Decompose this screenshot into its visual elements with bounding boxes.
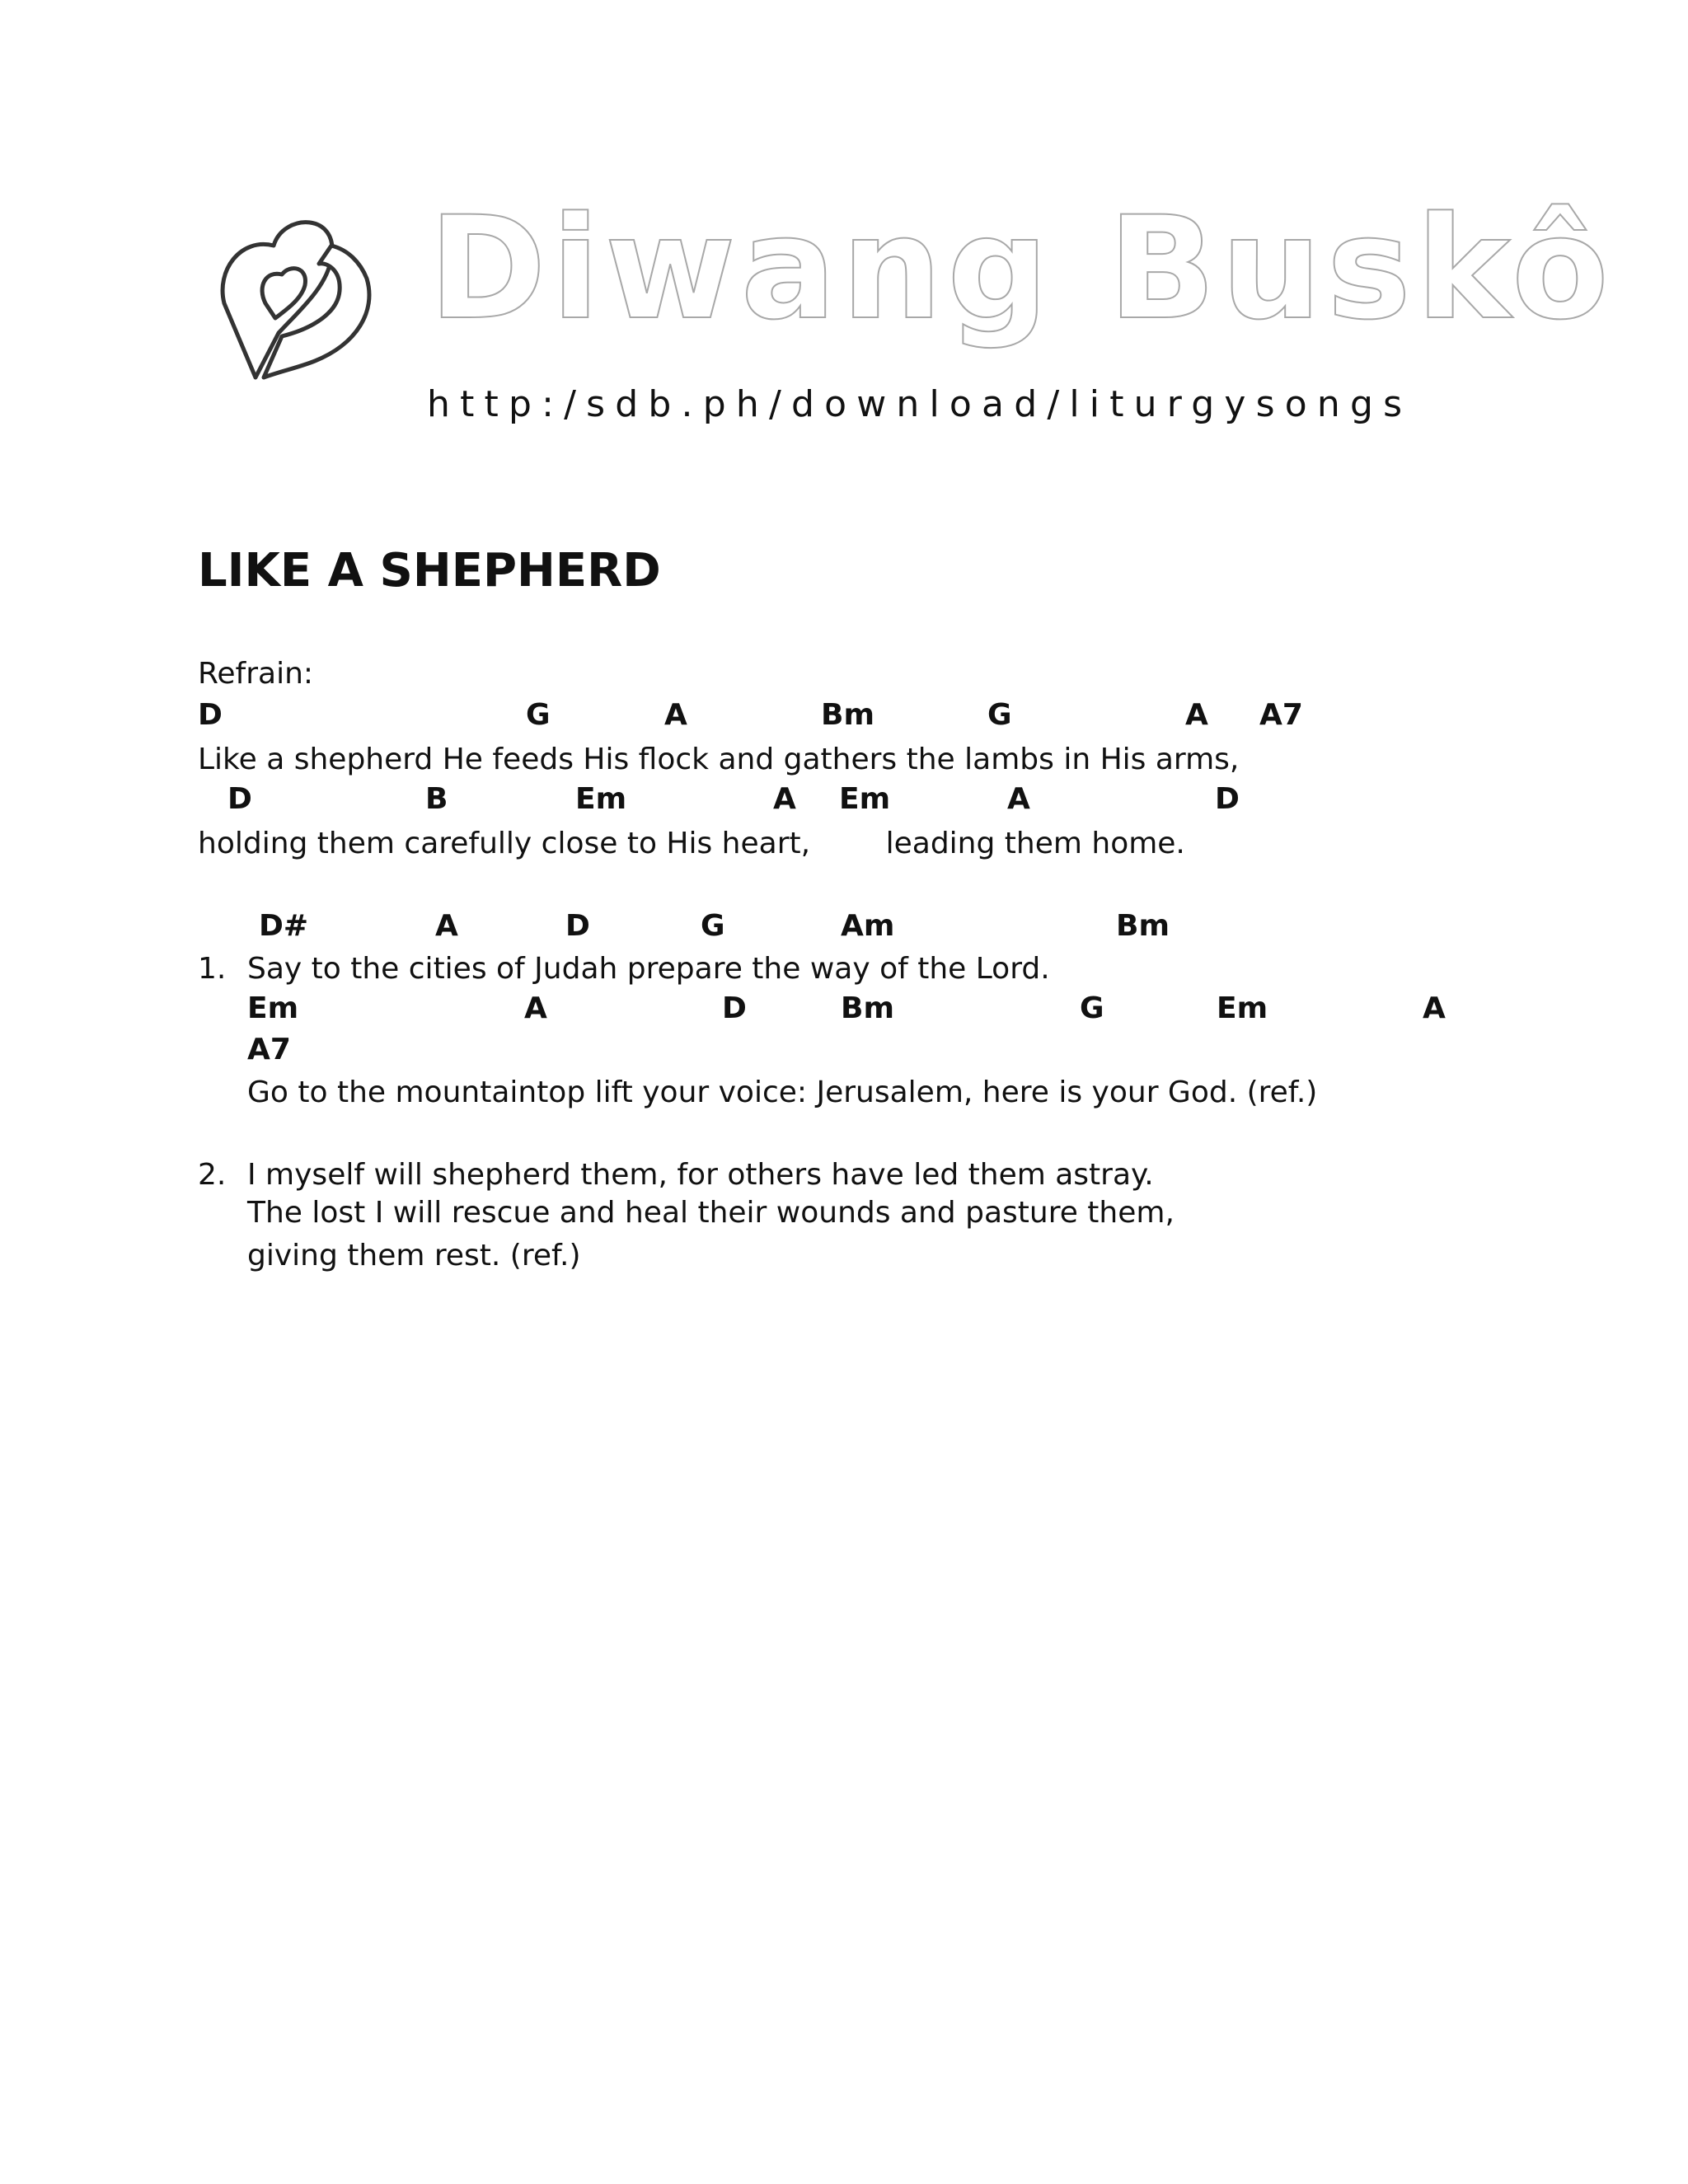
chord: G bbox=[987, 698, 1012, 732]
verse-number: 1. bbox=[198, 952, 227, 986]
chord: Bm bbox=[841, 991, 894, 1025]
chord: D# bbox=[259, 909, 309, 943]
download-url: http:/sdb.ph/download/liturgysongs bbox=[427, 383, 1413, 425]
chord: D bbox=[198, 698, 223, 732]
chord: B bbox=[425, 782, 448, 816]
song-title: LIKE A SHEPHERD bbox=[198, 544, 661, 598]
chord: D bbox=[1215, 782, 1240, 816]
chord: A bbox=[435, 909, 458, 943]
chord: Em bbox=[575, 782, 627, 816]
chord: A7 bbox=[1259, 698, 1303, 732]
chord: Em bbox=[1217, 991, 1268, 1025]
verse-number: 2. bbox=[198, 1158, 227, 1192]
chord: A bbox=[1007, 782, 1030, 816]
chord: A bbox=[1423, 991, 1446, 1025]
refrain-lyric-line: holding them carefully close to His heart, leading them home. bbox=[198, 827, 1185, 860]
chord: Bm bbox=[1116, 909, 1170, 943]
brand-name: Diwang Buskô bbox=[429, 185, 1615, 351]
chord: Em bbox=[247, 991, 299, 1025]
verse-lyric-line: Say to the cities of Judah prepare the way of the Lord. bbox=[247, 952, 1050, 986]
chord: Am bbox=[841, 909, 895, 943]
verse-lyric-line: The lost I will rescue and heal their wounds and pasture them, bbox=[247, 1196, 1175, 1230]
chord: Bm bbox=[821, 698, 874, 732]
chord: G bbox=[526, 698, 551, 732]
diwang-busko-logo-icon bbox=[216, 213, 397, 386]
refrain-label: Refrain: bbox=[198, 657, 314, 691]
chord: D bbox=[722, 991, 747, 1025]
verse-lyric-line: giving them rest. (ref.) bbox=[247, 1239, 581, 1272]
chord: G bbox=[1080, 991, 1104, 1025]
chord: A7 bbox=[247, 1033, 291, 1066]
chord: G bbox=[701, 909, 725, 943]
chord: D bbox=[565, 909, 590, 943]
chord: A bbox=[773, 782, 796, 816]
refrain-lyric-line: Like a shepherd He feeds His flock and gathers the lambs in His arms, bbox=[198, 743, 1240, 776]
chord: A bbox=[1185, 698, 1208, 732]
chord: Em bbox=[839, 782, 891, 816]
chord: A bbox=[524, 991, 547, 1025]
chord: A bbox=[664, 698, 687, 732]
chord: D bbox=[227, 782, 252, 816]
verse-lyric-line: Go to the mountaintop lift your voice: Jerusalem, here is your God. (ref.) bbox=[247, 1076, 1318, 1109]
verse-lyric-line: I myself will shepherd them, for others have led them astray. bbox=[247, 1158, 1154, 1192]
